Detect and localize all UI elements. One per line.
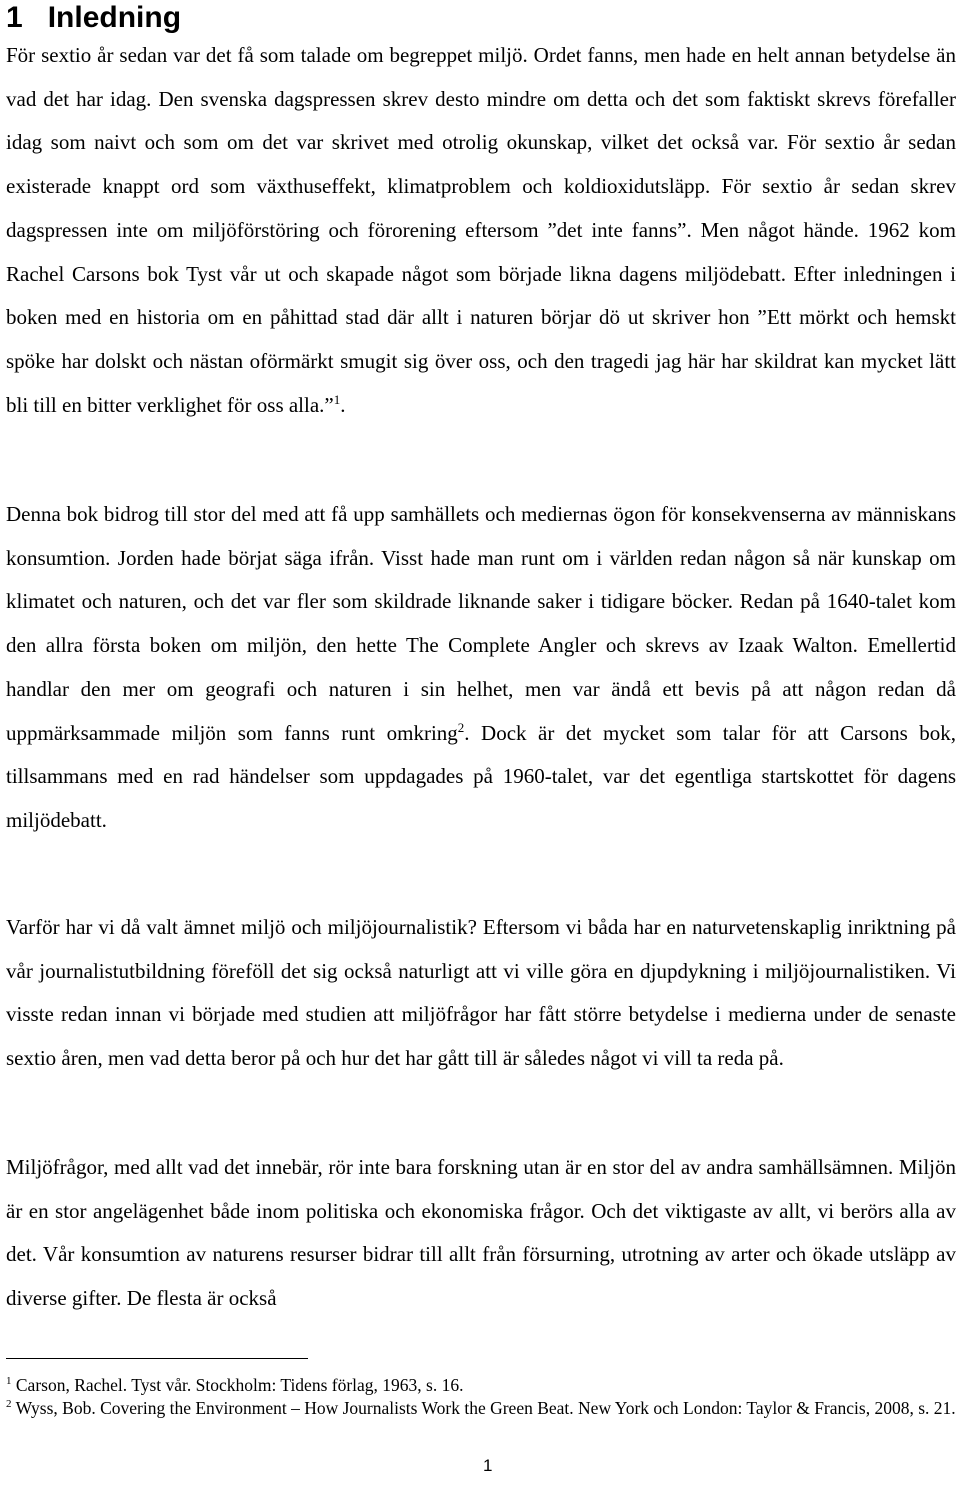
section-title: Inledning [47,1,182,34]
footnote-mark: 2 [6,1398,12,1410]
page-number: 1 [483,1456,493,1475]
footnote-text: Carson, Rachel. Tyst vår. Stockholm: Tidens förlag, 1963, s. 16. [15,1375,464,1395]
paragraph-3 [6,906,956,1081]
paragraph-2 [6,493,956,843]
paragraph-text: Miljöfrågor, med allt vad det innebär, rör inte bara forskning utan är en stor del av andra samhällsämnen. Miljön är en stor angelägenhet både inom politiska och ekonomiska frågor. Och det viktigaste av allt, vi berörs alla av det. Vår konsumtion av naturens resurser bidrar till allt från försurning, utrotning av arter och ökade utsläpp av diverse gifter. De flesta är också [6,1155,956,1311]
footnote-separator [6,1358,308,1359]
paragraph-text: För sextio år sedan var det få som talade om begreppet miljö. Ordet fanns, men hade en helt annan betydelse än vad det har idag. Den svenska dagspressen skrev desto mindre om detta och det som faktiskt skrevs förefaller idag som naivt och som om det var skrivet med otrolig okunskap, vilket det också var. För sextio år sedan existerade knappt ord som växthuseffekt, klimatproblem och koldioxidutsläpp. För sextio år sedan skrev dagspressen inte om miljöförstöring och förorening eftersom ”det inte fanns”. Men något hände. 1962 kom Rachel Carsons bok Tyst vår ut och skapade något som började likna dagens miljödebatt. Efter inledningen i boken med en historia om en påhittad stad där allt i naturen börjar dö ut skriver hon ”Ett mörkt och hemskt spöke har dolskt och nästan oförmärkt smugit sig över oss, och den tragedi jag här har skildrat kan mycket lätt bli till en bitter verklighet för oss alla.” [6,43,956,417]
paragraph-text: Denna bok bidrog till stor del med att få upp samhällets och mediernas ögon för konsekvenserna av människans konsumtion. Jorden hade börjat säga ifrån. Visst hade man runt om i världen redan någon så när kunskap om klimatet och naturen, och det var fler som skildrade liknande saker i tidigare böcker. Redan på 1640-talet kom den allra första boken om miljön, den hette The Complete Angler och skrevs av Izaak Walton. Emellertid handlar den mer om geografi och naturen i sin helhet, men var ändå ett bevis på att någon redan då uppmärksammade miljön som fanns runt omkring [6,502,956,745]
paragraph-text: . [340,392,346,417]
paragraph-text: . Dock är det mycket som talar för att Carsons bok, tillsammans med en rad händelser som uppdagades på 1960-talet, var det egentliga startskottet för dagens miljödebatt. [6,720,956,832]
footnote-reference: 1 [333,391,341,407]
paragraph-1 [6,34,956,427]
section-heading [6,0,181,36]
footnote-2 [6,1397,960,1420]
footnote-mark: 1 [6,1375,12,1387]
paragraph-text: Varför har vi då valt ämnet miljö och miljöjournalistik? Eftersom vi båda har en naturvetenskaplig inriktning på vår journalistutbildning föreföll det sig också naturligt att vi ville göra en djupdykning i miljöjournalistiken. Vi visste redan innan vi började med studien att miljöfrågor har fått större betydelse i medierna under de senaste sextio åren, men vad detta beror på och hur det har gått till är således något vi vill ta reda på. [6,915,956,1071]
footnote-text: Wyss, Bob. Covering the Environment – How Journalists Work the Green Beat. New York och London: Taylor & Francis, 2008, s. 21. [15,1398,956,1418]
paragraph-4 [6,1146,956,1321]
footnote-reference: 2 [457,719,465,735]
footnote-1 [6,1374,960,1397]
section-number: 1 [6,1,23,34]
